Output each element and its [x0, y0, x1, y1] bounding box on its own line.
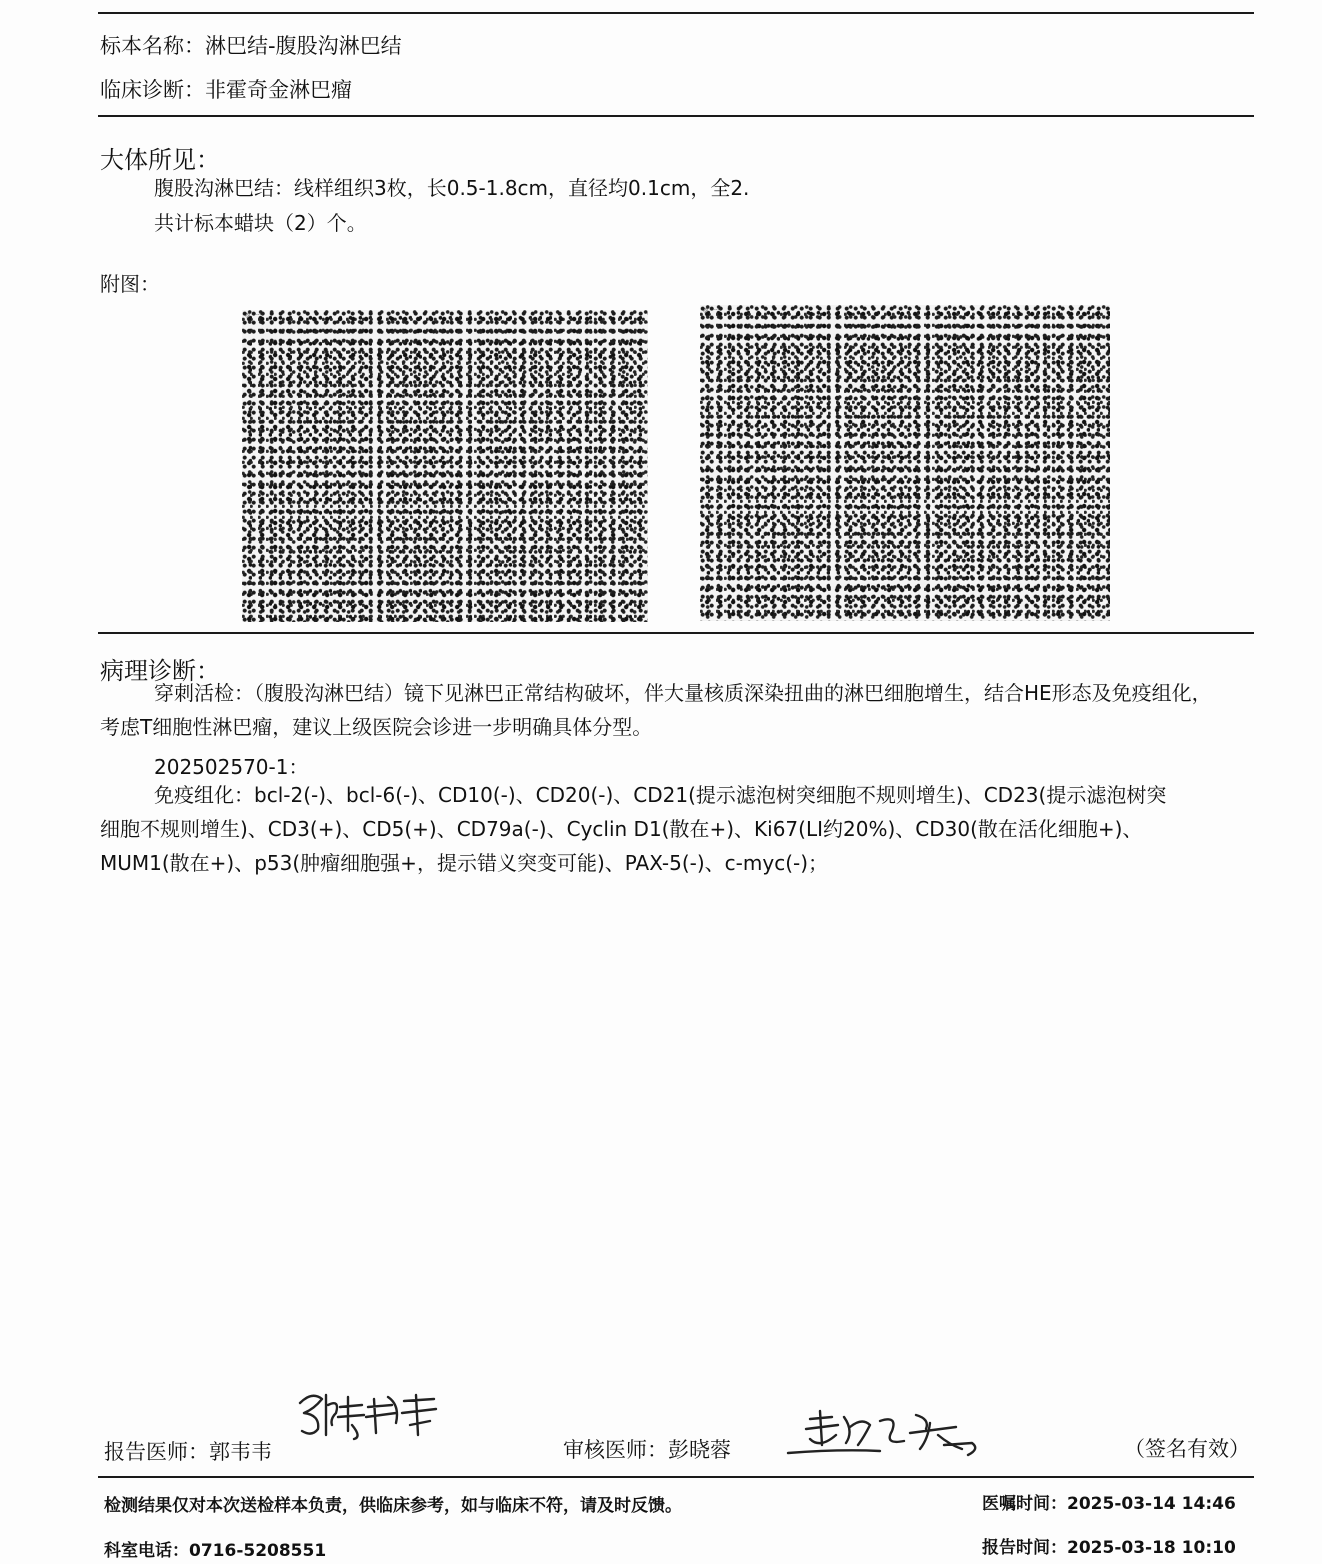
reviewer-row: [563, 1434, 731, 1464]
gross-line-1: 腹股沟淋巴结：线样组织3枚，长0.5-1.8cm，直径均0.1cm，全2.: [154, 176, 750, 200]
report-time-value: 2025-03-18 10:10: [1067, 1538, 1236, 1558]
gross-title: 大体所见：: [100, 146, 220, 174]
figures-rule: [98, 632, 1254, 634]
signature-validity-note: （签名有效）: [1124, 1437, 1250, 1461]
specimen-value: 淋巴结-腹股沟淋巴结: [205, 34, 402, 58]
reporter-row: [104, 1436, 272, 1466]
top-rule: [98, 12, 1254, 14]
header-rule: [98, 115, 1254, 117]
clinical-label: 临床诊断：: [100, 78, 205, 102]
phone-value: 0716-5208551: [189, 1541, 327, 1561]
reporter-name: 郭韦韦: [209, 1440, 272, 1464]
specimen-name-row: [100, 30, 402, 60]
reporter-signature: [292, 1385, 442, 1443]
image-watermark-icon: ◎ ······: [245, 312, 264, 319]
order-time-value: 2025-03-14 14:46: [1067, 1494, 1236, 1514]
clinical-value: 非霍奇金淋巴瘤: [205, 78, 352, 102]
gross-line-2: 共计标本蜡块（2）个。: [154, 211, 367, 235]
reviewer-signature: [780, 1405, 1000, 1465]
histology-image-left: [242, 310, 648, 622]
specimen-label: 标本名称：: [100, 34, 205, 58]
order-time-row: [982, 1489, 1236, 1514]
report-time-row: [982, 1533, 1236, 1558]
reviewer-name: 彭晓蓉: [668, 1438, 731, 1462]
phone-row: [104, 1536, 326, 1561]
phone-label: 科室电话：: [104, 1541, 189, 1561]
immunohistochemistry-paragraph: 免疫组化：bcl-2(-)、bcl-6(-)、CD10(-)、CD20(-)、CD21(提示滤泡树突细胞不规则增生)、CD23(提示滤泡树突细胞不规则增生)、CD3(+)、CD5(+)、CD79a(-)、Cyclin D1(散在+)、Ki67(LI约20%)、CD30(散在活化细胞+)、MUM1(散在+)、p53(肿瘤细胞强+，提示错义突变可能)、PAX-5(-)、c-myc(-)；: [100, 783, 1167, 875]
footer-rule: [98, 1476, 1254, 1478]
histology-image-right: [700, 305, 1110, 621]
reviewer-label: 审核医师：: [563, 1438, 668, 1462]
order-time-label: 医嘱时间：: [982, 1494, 1067, 1514]
diagnosis-title: 病理诊断：: [100, 657, 220, 685]
case-number: 202502570-1：: [154, 755, 309, 779]
clinical-diagnosis-row: [100, 74, 352, 104]
figures-label: 附图：: [100, 272, 160, 296]
report-time-label: 报告时间：: [982, 1538, 1067, 1558]
disclaimer-text: 检测结果仅对本次送检样本负责，供临床参考，如与临床不符，请及时反馈。: [104, 1496, 682, 1516]
image-watermark-icon: ◎ ······: [703, 307, 722, 314]
diagnosis-paragraph: 穿刺活检：（腹股沟淋巴结）镜下见淋巴正常结构破坏，伴大量核质深染扭曲的淋巴细胞增生，结合HE形态及免疫组化，考虑T细胞性淋巴瘤，建议上级医院会诊进一步明确具体分型。: [100, 681, 1212, 739]
reporter-label: 报告医师：: [104, 1440, 209, 1464]
